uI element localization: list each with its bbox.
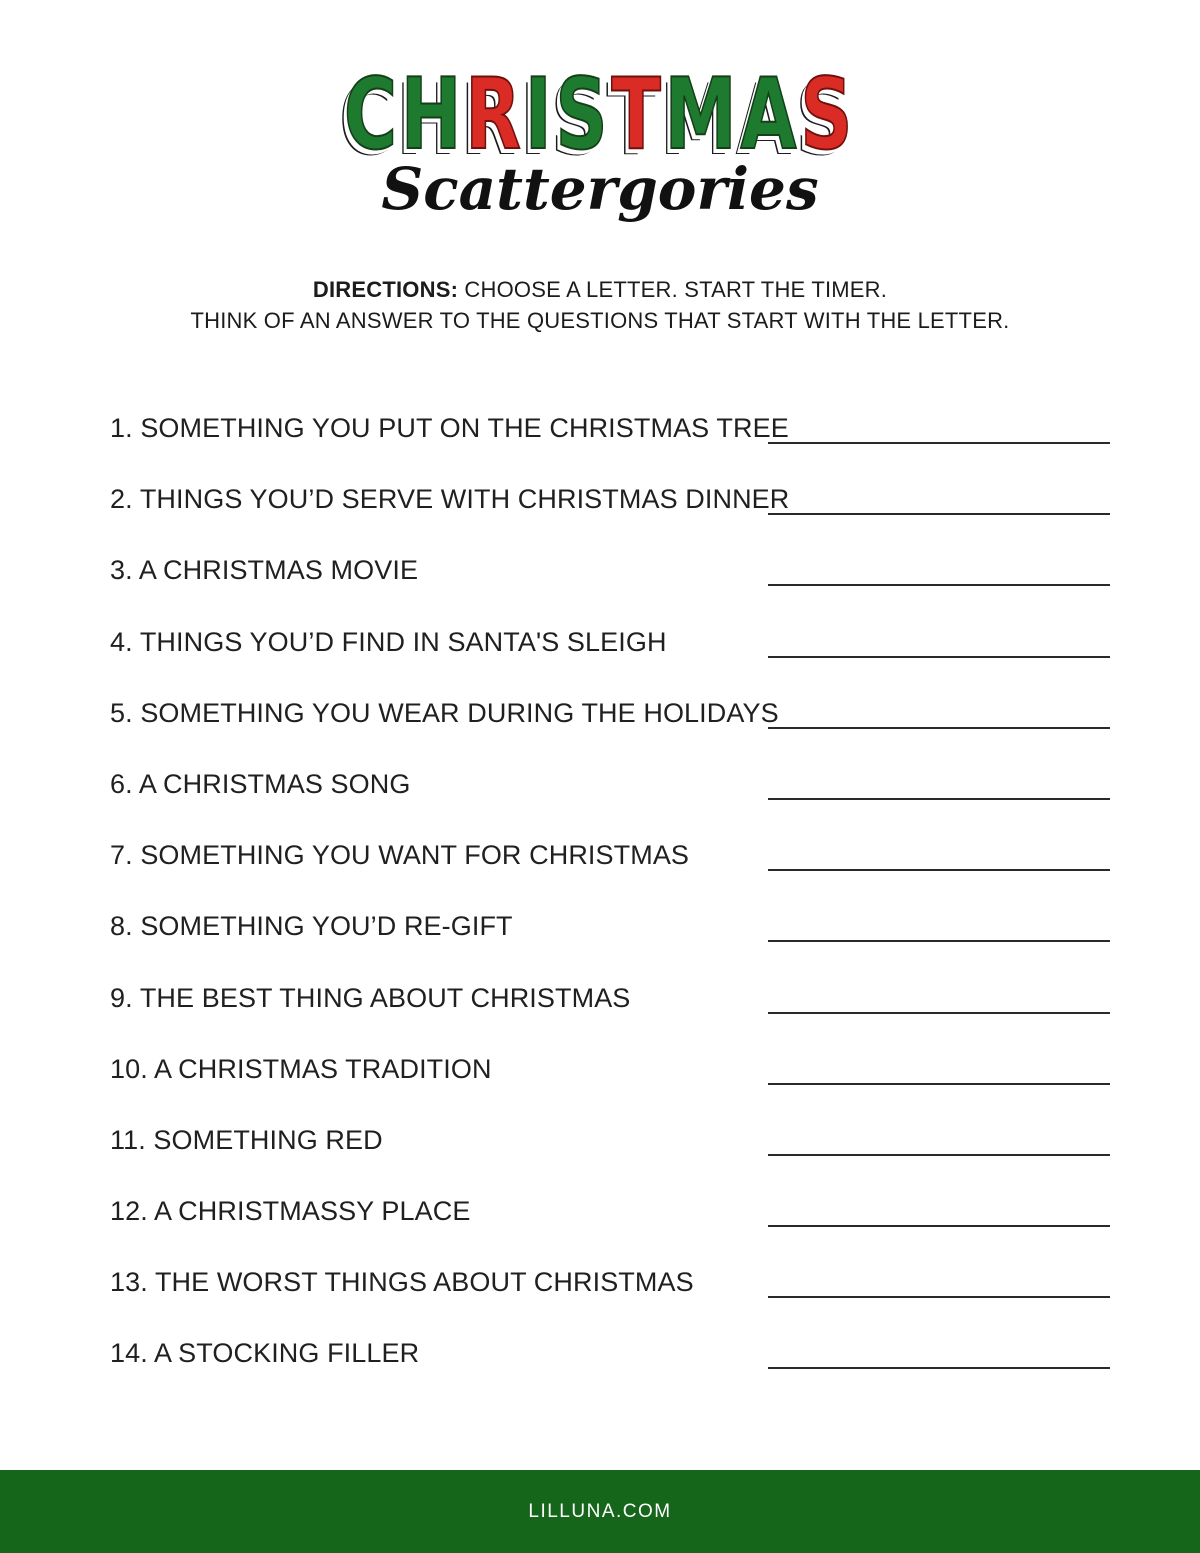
- answer-blank-line: [768, 798, 1110, 800]
- directions-line1: [0, 274, 1200, 305]
- question-row: [110, 768, 1112, 839]
- answer-blank-line: [768, 1012, 1110, 1014]
- answer-blank-line: [768, 513, 1110, 515]
- answer-blank-line: [768, 869, 1110, 871]
- title-letter: T: [611, 58, 665, 172]
- masthead: [0, 58, 1200, 223]
- question-row: [110, 982, 1112, 1053]
- question-row: [110, 1053, 1112, 1124]
- question-row: [110, 839, 1112, 910]
- page-subtitle: Scattergories: [381, 155, 819, 223]
- title-letter: S: [800, 58, 857, 172]
- directions-label: DIRECTIONS:: [312, 277, 459, 302]
- question-row: [110, 483, 1112, 554]
- question-label: 10. A CHRISTMAS TRADITION: [110, 1053, 492, 1084]
- question-label: 4. THINGS YOU’D FIND IN SANTA'S SLEIGH: [110, 626, 667, 657]
- question-row: [110, 412, 1112, 483]
- question-label: 13. THE WORST THINGS ABOUT CHRISTMAS: [110, 1267, 694, 1298]
- title-letter: A: [740, 58, 801, 172]
- question-label: 8. SOMETHING YOU’D RE-GIFT: [110, 911, 513, 942]
- question-label: 3. A CHRISTMAS MOVIE: [110, 555, 419, 586]
- directions: [0, 274, 1200, 336]
- question-row: [110, 626, 1112, 697]
- question-row: [110, 1124, 1112, 1195]
- question-row: [110, 697, 1112, 768]
- answer-blank-line: [768, 442, 1110, 444]
- page-title: [156, 58, 1044, 172]
- answer-blank-line: [768, 1154, 1110, 1156]
- question-label: 12. A CHRISTMASSY PLACE: [110, 1196, 471, 1227]
- question-label: 11. SOMETHING RED: [110, 1124, 383, 1155]
- answer-blank-line: [768, 1367, 1110, 1369]
- title-letter: H: [400, 58, 466, 172]
- question-row: [110, 910, 1112, 981]
- answer-blank-line: [768, 584, 1110, 586]
- answer-blank-line: [768, 656, 1110, 658]
- directions-line1-text: CHOOSE A LETTER. START THE TIMER.: [458, 277, 888, 302]
- question-row: [110, 1266, 1112, 1337]
- answer-blank-line: [768, 1225, 1110, 1227]
- footer-site: LILLUNA.COM: [528, 1500, 672, 1522]
- title-letter: C: [343, 58, 401, 172]
- question-row: [110, 554, 1112, 625]
- question-label: 5. SOMETHING YOU WEAR DURING THE HOLIDAYS: [110, 697, 779, 728]
- title-letter: I: [524, 58, 556, 172]
- question-label: 1. SOMETHING YOU PUT ON THE CHRISTMAS TREE: [110, 413, 789, 443]
- question-row: [110, 1195, 1112, 1266]
- answer-blank-line: [768, 1083, 1110, 1085]
- answer-blank-line: [768, 727, 1110, 729]
- footer: [0, 1470, 1200, 1553]
- question-label: 14. A STOCKING FILLER: [110, 1338, 420, 1369]
- answer-blank-line: [768, 940, 1110, 942]
- question-label: 9. THE BEST THING ABOUT CHRISTMAS: [110, 982, 631, 1013]
- question-row: [110, 1337, 1112, 1408]
- title-letter: R: [465, 58, 525, 172]
- question-label: 7. SOMETHING YOU WANT FOR CHRISTMAS: [110, 840, 690, 871]
- question-label: 6. A CHRISTMAS SONG: [110, 768, 411, 799]
- question-label: 2. THINGS YOU’D SERVE WITH CHRISTMAS DINNER: [110, 484, 790, 515]
- directions-line2: THINK OF AN ANSWER TO THE QUESTIONS THAT START WITH THE LETTER.: [190, 308, 1010, 333]
- answer-blank-line: [768, 1296, 1110, 1298]
- question-list: [110, 412, 1112, 1409]
- title-letter: S: [555, 58, 612, 172]
- title-letter: M: [664, 58, 741, 172]
